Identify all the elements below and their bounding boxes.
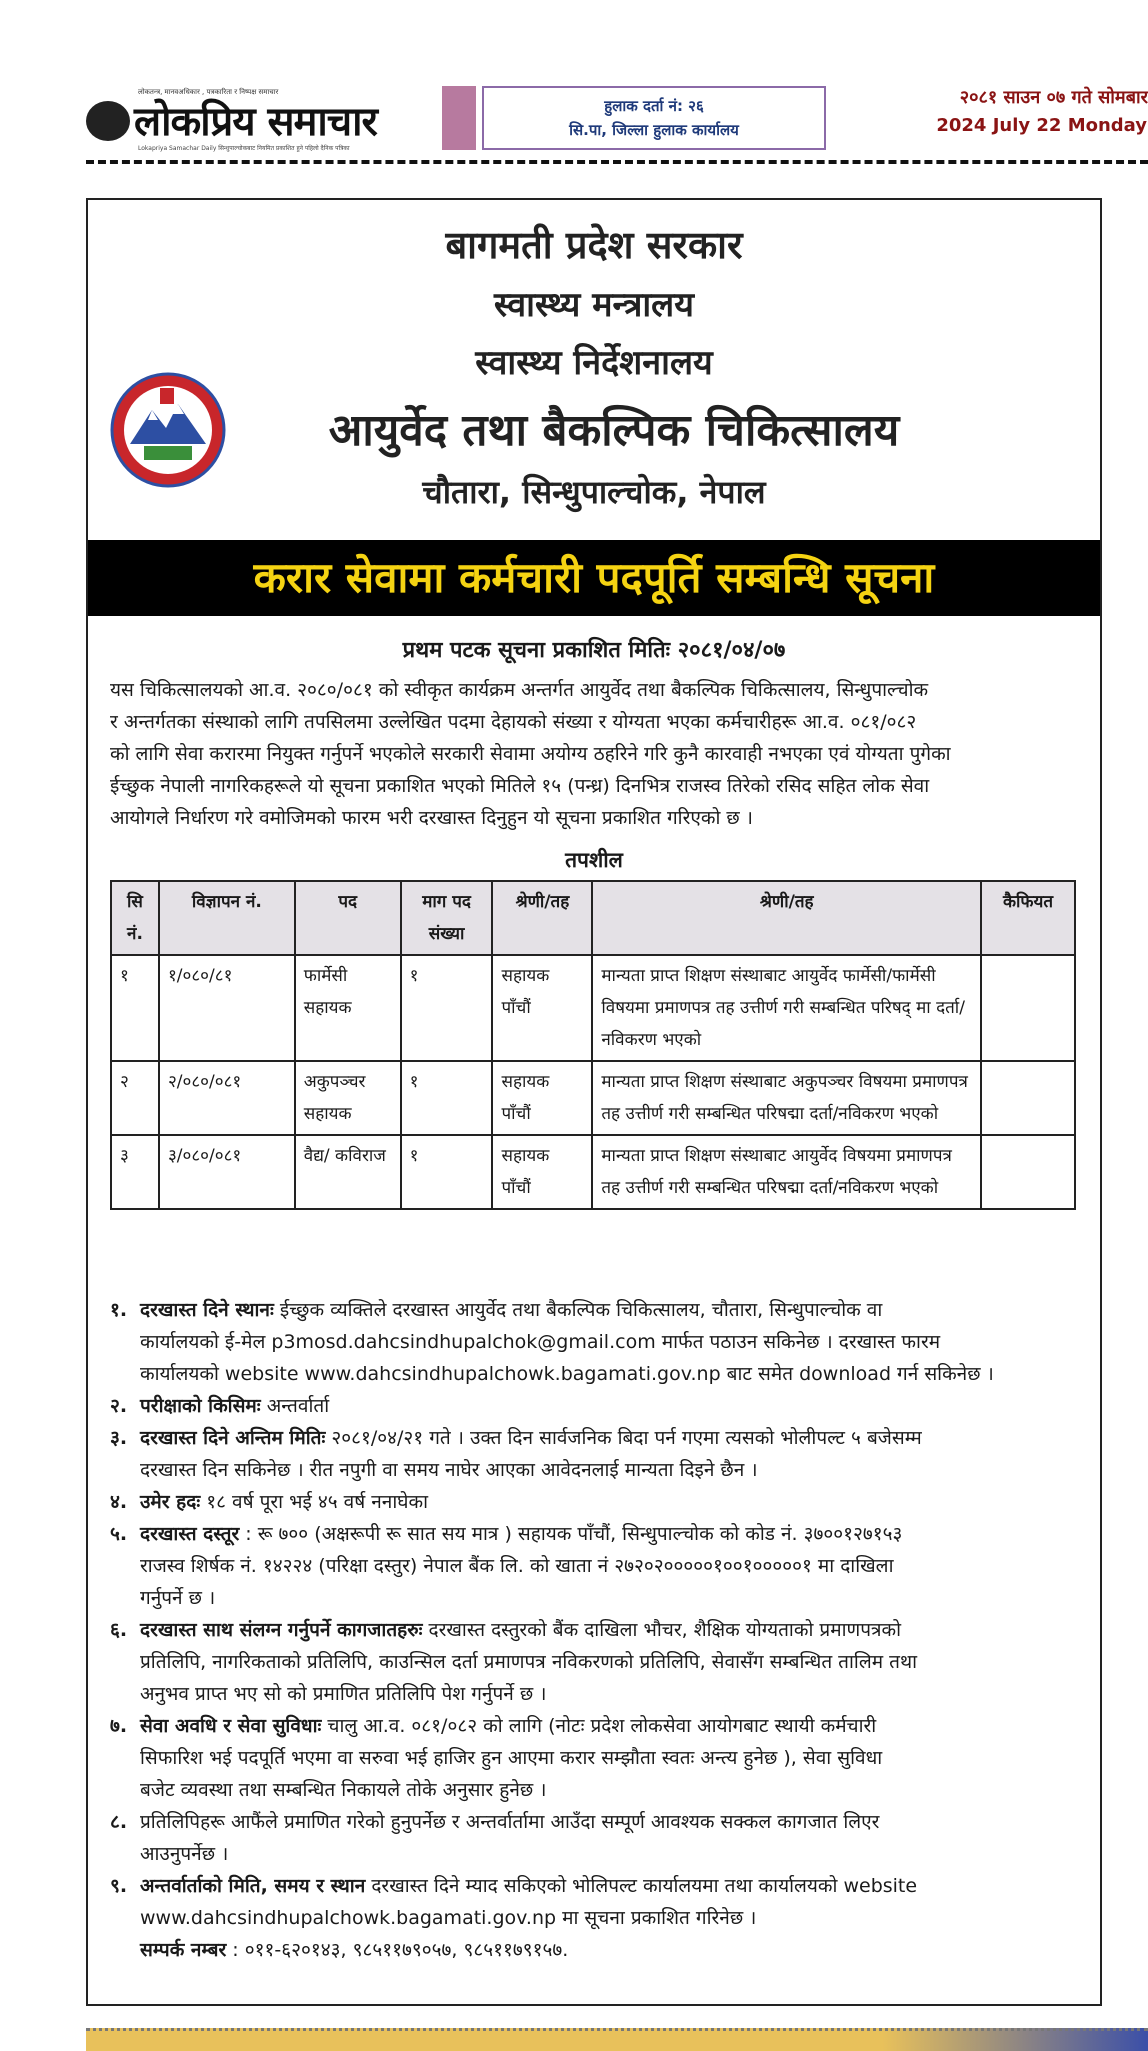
condition-line — [140, 1678, 1080, 1710]
col-header-ad-number: विज्ञापन नं. — [159, 881, 295, 955]
intro-paragraph — [110, 674, 1080, 834]
condition-line — [140, 1582, 1080, 1614]
condition-line — [140, 1870, 1080, 1902]
condition-item — [110, 1518, 1080, 1614]
condition-number: ५. — [110, 1523, 128, 1545]
condition-line — [140, 1390, 1080, 1422]
publication-date: प्रथम पटक सूचना प्रकाशित मितिः २०८१/०४/०७ — [402, 638, 786, 663]
condition-text: २०८१/०४/२१ गते । उक्त दिन सार्वजनिक बिदा पर्न गएमा त्यसको भोलीपल्ट ५ बजेसम्म — [331, 1427, 922, 1449]
header-directorate: स्वास्थ्य निर्देशनालय — [475, 343, 713, 383]
vacancy-notice — [86, 198, 1102, 2006]
condition-text: गर्नुपर्ने छ । — [140, 1587, 216, 1609]
condition-number: ८. — [110, 1811, 128, 1833]
condition-text: सिफारिश भई पदपूर्ति भएमा वा सरुवा भई हाजिर हुन आएमा करार सम्झौता स्वतः अन्त्य हुनेछ ), सेवा सुविधा — [140, 1747, 883, 1769]
condition-item — [110, 1710, 1080, 1806]
notice-title-banner — [88, 540, 1100, 616]
condition-line — [140, 1902, 1080, 1934]
condition-title: दरखास्त दिने अन्तिम मितिः — [140, 1427, 326, 1449]
condition-text: कार्यालयको website www.dahcsindhupalchowk.bagamati.gov.np बाट समेत download गर्न सकिनेछ । — [140, 1363, 994, 1385]
postal-line-2: सि.पा, जिल्ला हुलाक कार्यालय — [569, 121, 739, 139]
contact-label: सम्पर्क नम्बर — [140, 1939, 227, 1961]
condition-number: ४. — [110, 1491, 128, 1513]
cell-post: फार्मेसी सहायक — [295, 955, 401, 1061]
cell-level: सहायक पाँचौं — [492, 1135, 592, 1209]
table-row — [111, 1135, 1075, 1209]
intro-line: आयोगले निर्धारण गरे वमोजिमको फारम भरी दरखास्त दिनुहुन यो सूचना प्रकाशित गरिएको छ । — [110, 807, 753, 829]
notice-title: करार सेवामा कर्मचारी पदपूर्ति सम्बन्धि सूचना — [253, 553, 935, 602]
condition-number: २. — [110, 1395, 128, 1417]
header-hospital: आयुर्वेद तथा बैकल्पिक चिकित्सालय — [328, 405, 900, 456]
contact-line — [110, 1934, 1080, 1966]
table-header-row — [111, 881, 1075, 955]
condition-title: उमेर हदः — [140, 1491, 201, 1513]
condition-line — [140, 1550, 1080, 1582]
conditions-list — [110, 1294, 1080, 1966]
cell-remarks — [981, 1061, 1075, 1135]
header-ministry: स्वास्थ्य मन्त्रालय — [494, 285, 694, 325]
condition-item — [110, 1390, 1080, 1422]
condition-title: अन्तर्वार्ताको मिति, समय र स्थान — [140, 1875, 366, 1897]
condition-line — [140, 1422, 1080, 1454]
condition-item — [110, 1870, 1080, 1934]
cell-ad-number: २/०८०/०८१ — [159, 1061, 295, 1135]
condition-line — [140, 1358, 1080, 1390]
cell-level: सहायक पाँचौं — [492, 1061, 592, 1135]
col-header-serial: सि नं. — [111, 881, 159, 955]
cell-level: सहायक पाँचौं — [492, 955, 592, 1061]
condition-text: चालु आ.व. ०८१/०८२ को लागि (नोटः प्रदेश लोकसेवा आयोगबाट स्थायी कर्मचारी — [327, 1715, 877, 1737]
postal-registration-box — [482, 86, 826, 150]
condition-item — [110, 1422, 1080, 1486]
intro-line: यस चिकित्सालयको आ.व. २०८०/०८१ को स्वीकृत कार्यक्रम अन्तर्गत आयुर्वेद तथा बैकल्पिक चिकित्सालय, सिन्धुपाल्चोक — [110, 679, 929, 701]
header-province: बागमती प्रदेश सरकार — [445, 223, 743, 267]
cell-remarks — [981, 1135, 1075, 1209]
decorative-block — [442, 86, 476, 150]
cell-remarks — [981, 955, 1075, 1061]
condition-number: ६. — [110, 1619, 128, 1641]
condition-text: दरखास्त दिने म्याद सकिएको भोलिपल्ट कार्यालयमा तथा कार्यालयको website — [371, 1875, 918, 1897]
date-english: 2024 July 22 Monday — [936, 115, 1147, 136]
condition-line — [140, 1518, 1080, 1550]
condition-line — [140, 1710, 1080, 1742]
cell-ad-number: १/०८०/८१ — [159, 955, 295, 1061]
masthead — [86, 84, 832, 154]
condition-text: बजेट व्यवस्था तथा सम्बन्धित निकायले तोके अनुसार हुनेछ । — [140, 1779, 547, 1801]
logo-title — [86, 100, 377, 145]
postal-line-1: हुलाक दर्ता नं: २६ — [604, 97, 704, 115]
issue-date — [900, 84, 1148, 140]
condition-title: परीक्षाको किसिमः — [140, 1395, 261, 1417]
cell-qualification: मान्यता प्राप्त शिक्षण संस्थाबाट अकुपञ्चर विषयमा प्रमाणपत्र तह उत्तीर्ण गरी सम्बन्धित परिषद्मा दर्ता/नविकरण भएको — [592, 1061, 981, 1135]
table-caption: तपशील — [565, 848, 623, 872]
condition-text: प्रतिलिपिहरू आफैंले प्रमाणित गरेको हुनुपर्नेछ र अन्तर्वार्तामा आउँदा सम्पूर्ण आवश्यक सक्कल कागजात लिएर — [140, 1811, 880, 1833]
condition-text: कार्यालयको ई-मेल p3mosd.dahcsindhupalchok@gmail.com मार्फत पठाउन सकिनेछ । दरखास्त फारम — [140, 1331, 941, 1353]
cell-serial: ३ — [111, 1135, 159, 1209]
logo-subtitle: Lokapriya Samachar Daily सिन्धुपाल्चोकबाट नियमित प्रकाशित हुने पहिलो दैनिक पत्रिका — [138, 145, 350, 152]
col-header-qualification: श्रेणी/तह — [592, 881, 981, 955]
condition-number: ९. — [110, 1875, 128, 1897]
cell-serial: २ — [111, 1061, 159, 1135]
condition-number: ३. — [110, 1427, 128, 1449]
logo-title-text: लोकप्रिय समाचार — [134, 98, 377, 145]
condition-item — [110, 1294, 1080, 1390]
cell-ad-number: ३/०८०/०८१ — [159, 1135, 295, 1209]
table-row — [111, 955, 1075, 1061]
vacancy-table — [110, 880, 1076, 1210]
logo-tagline: लोकतन्त्र, मानवअधिकार , पत्रकारिता र निष्पक्ष समाचार — [138, 88, 279, 96]
intro-line: ईच्छुक नेपाली नागरिकहरूले यो सूचना प्रकाशित भएको मितिले १५ (पन्ध्र) दिनभित्र राजस्व तिरेको रसिद सहित लोक सेवा — [110, 775, 930, 797]
condition-text: : रू ७०० (अक्षरूपी रू सात सय मात्र ) सहायक पाँचौं, सिन्धुपाल्चोक को कोड नं. ३७००१२७१५३ — [245, 1523, 903, 1545]
cell-qualification: मान्यता प्राप्त शिक्षण संस्थाबाट आयुर्वेद विषयमा प्रमाणपत्र तह उत्तीर्ण गरी सम्बन्धित परिषद्मा दर्ता/नविकरण भएको — [592, 1135, 981, 1209]
condition-text: १८ वर्ष पूरा भई ४५ वर्ष ननाघेका — [206, 1491, 429, 1513]
col-header-count: माग पद संख्या — [401, 881, 493, 955]
header-address: चौतारा, सिन्धुपाल्चोक, नेपाल — [422, 473, 766, 511]
cell-count: १ — [401, 1135, 493, 1209]
condition-line — [140, 1646, 1080, 1678]
condition-line — [140, 1774, 1080, 1806]
condition-title: दरखास्त साथ संलग्न गर्नुपर्ने कागजातहरुः — [140, 1619, 423, 1641]
contact-numbers: : ०११-६२०१४३, ९८५११७९०५७, ९८५११७९१५७. — [232, 1939, 569, 1961]
condition-text: दरखास्त दिन सकिनेछ । रीत नपुगी वा समय नाघेर आएका आवेदनलाई मान्यता दिइने छैन । — [140, 1459, 758, 1481]
col-header-post: पद — [295, 881, 401, 955]
cell-count: १ — [401, 1061, 493, 1135]
condition-text: प्रतिलिपि, नागरिकताको प्रतिलिपि, काउन्सिल दर्ता प्रमाणपत्र नविकरणको प्रतिलिपि, सेवासँग सम्बन्धित तालिम तथा — [140, 1651, 918, 1673]
condition-line — [140, 1742, 1080, 1774]
condition-title: सेवा अवधि र सेवा सुविधाः — [140, 1715, 322, 1737]
condition-line — [140, 1614, 1080, 1646]
condition-number: ७. — [110, 1715, 128, 1737]
condition-text: दरखास्त दस्तुरको बैंक दाखिला भौचर, शैक्षिक योग्यताको प्रमाणपत्रको — [428, 1619, 902, 1641]
condition-item — [110, 1614, 1080, 1710]
condition-text: अन्तर्वार्ता — [266, 1395, 330, 1417]
table-row — [111, 1061, 1075, 1135]
cell-count: १ — [401, 955, 493, 1061]
condition-text: राजस्व शिर्षक नं. १४२२४ (परिक्षा दस्तुर) नेपाल बैंक लि. को खाता नं २७२०२०००००१००१०००००१ मा दाखिला — [140, 1555, 894, 1577]
col-header-remarks: कैफियत — [981, 881, 1075, 955]
cell-serial: १ — [111, 955, 159, 1061]
cell-post: अकुपञ्चर सहायक — [295, 1061, 401, 1135]
condition-text: आउनुपर्नेछ । — [140, 1843, 229, 1865]
cell-qualification: मान्यता प्राप्त शिक्षण संस्थाबाट आयुर्वेद फार्मेसी/फार्मेसी विषयमा प्रमाणपत्र तह उत्तीर्ण गरी सम्बन्धित परिषद् मा दर्ता/नविकरण भएको — [592, 955, 981, 1061]
cell-post: वैद्य/ कविराज — [295, 1135, 401, 1209]
dashed-divider — [86, 160, 1148, 164]
condition-line — [140, 1838, 1080, 1870]
condition-text: अनुभव प्राप्त भए सो को प्रमाणित प्रतिलिपि पेश गर्नुपर्ने छ । — [140, 1683, 547, 1705]
intro-line: र अन्तर्गतका संस्थाको लागि तपसिलमा उल्लेखित पदमा देहायको संख्या र योग्यता भएका कर्मचारीहरू आ.व. ०८१/०८२ — [110, 711, 917, 733]
condition-line — [140, 1326, 1080, 1358]
condition-text: ईच्छुक व्यक्तिले दरखास्त आयुर्वेद तथा बैकल्पिक चिकित्सालय, चौतारा, सिन्धुपाल्चोक वा — [279, 1299, 883, 1321]
condition-title: दरखास्त दिने स्थानः — [140, 1299, 274, 1321]
date-nepali: २०८१ साउन ०७ गते सोमबार — [959, 87, 1148, 108]
intro-line: को लागि सेवा करारमा नियुक्त गर्नुपर्ने भएकोले सरकारी सेवामा अयोग्य ठहरिने गरि कुनै कारवाही नभएका एवं योग्यता पुगेका — [110, 743, 951, 765]
newspaper-logo — [86, 88, 438, 150]
condition-title: दरखास्त दस्तूर — [140, 1523, 240, 1545]
condition-item — [110, 1486, 1080, 1518]
condition-item — [110, 1806, 1080, 1870]
condition-number: १. — [110, 1299, 128, 1321]
condition-line — [140, 1294, 1080, 1326]
condition-text: www.dahcsindhupalchowk.bagamati.gov.np मा सूचना प्रकाशित गरिनेछ । — [140, 1907, 757, 1929]
condition-line — [140, 1454, 1080, 1486]
condition-line — [140, 1486, 1080, 1518]
globe-icon — [86, 101, 130, 141]
col-header-level: श्रेणी/तह — [492, 881, 592, 955]
condition-line — [140, 1806, 1080, 1838]
